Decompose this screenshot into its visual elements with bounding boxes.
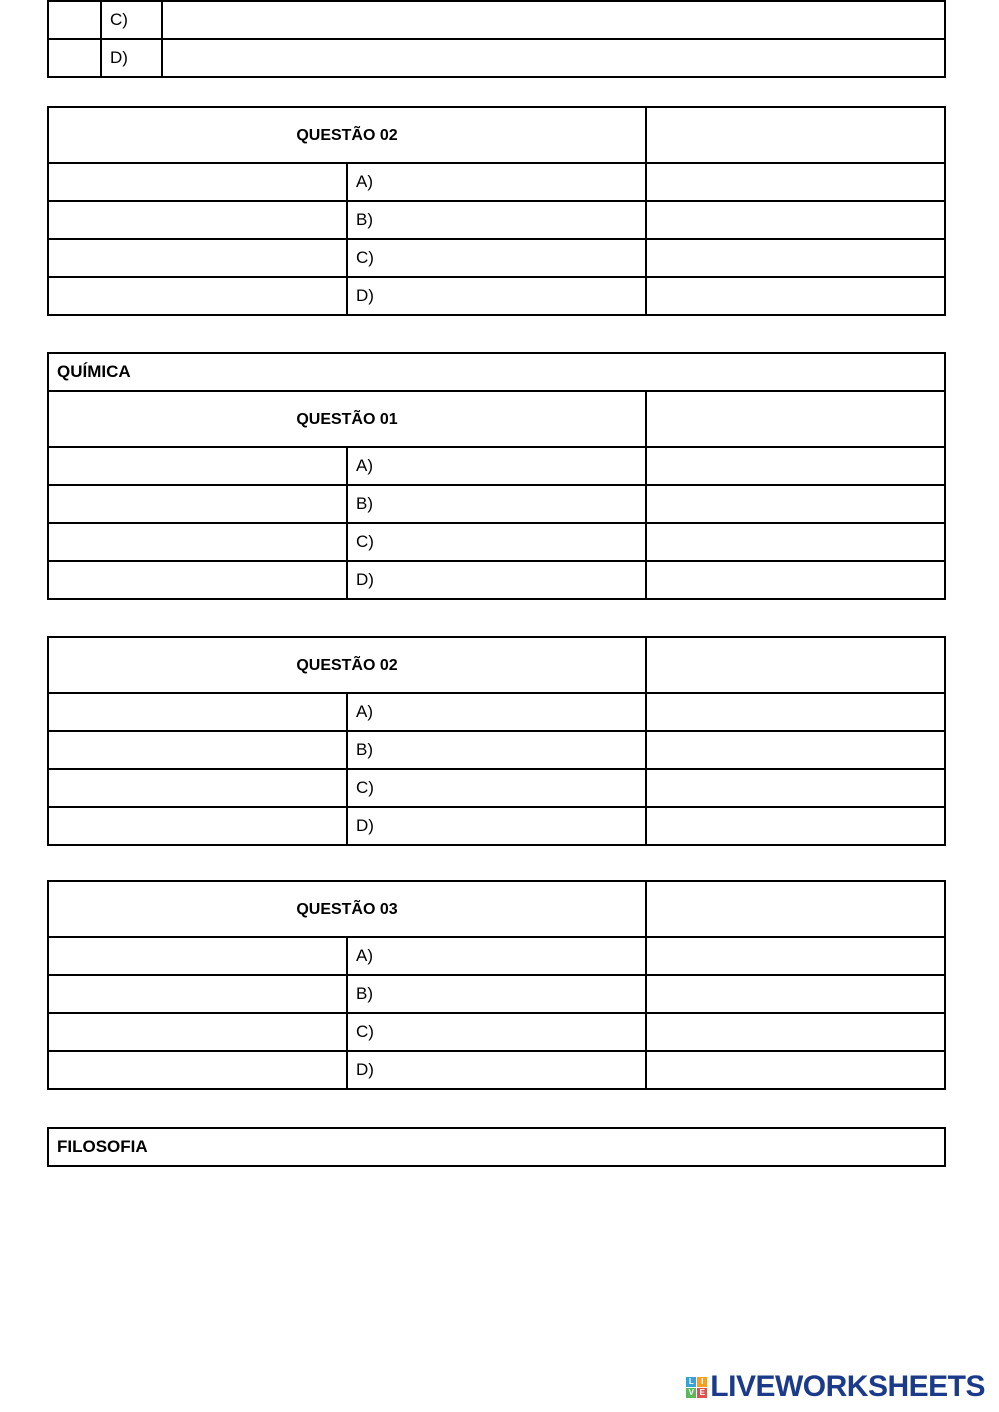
option-row [48,1013,945,1051]
answer-cell[interactable] [646,1051,945,1089]
blank-cell [48,693,347,731]
option-row [48,485,945,523]
answer-cell[interactable] [646,239,945,277]
blank-cell [48,937,347,975]
question-row [48,391,945,447]
answer-cell[interactable] [646,523,945,561]
option-label: C) [347,769,646,807]
question-label: QUESTÃO 01 [48,391,646,447]
option-row [48,561,945,599]
answer-table-continued [47,0,946,78]
option-label: C) [347,239,646,277]
option-label: D) [347,807,646,845]
answer-table-quimica-q02 [47,636,946,846]
blank-cell [48,1013,347,1051]
blank-cell [48,485,347,523]
answer-cell[interactable] [646,391,945,447]
answer-cell[interactable] [646,937,945,975]
blank-cell [48,1,101,39]
question-label: QUESTÃO 03 [48,881,646,937]
blank-cell [48,523,347,561]
logo-mark-cell: I [697,1377,707,1387]
option-row [48,277,945,315]
answer-cell[interactable] [646,561,945,599]
answer-cell[interactable] [646,107,945,163]
section-title-filosofia: FILOSOFIA [48,1128,945,1166]
answer-cell[interactable] [646,447,945,485]
blank-cell [48,1051,347,1089]
blank-cell [48,975,347,1013]
option-label: A) [347,937,646,975]
option-label: B) [347,975,646,1013]
option-label: C) [347,1013,646,1051]
blank-cell [48,447,347,485]
option-row [48,975,945,1013]
answer-cell[interactable] [646,485,945,523]
option-label: B) [347,201,646,239]
answer-table-quimica-q03 [47,880,946,1090]
option-label: C) [101,1,162,39]
answer-cell[interactable] [646,637,945,693]
answer-cell[interactable] [162,1,945,39]
option-label: D) [347,277,646,315]
question-row [48,881,945,937]
blank-cell [48,239,347,277]
option-label: D) [101,39,162,77]
question-row [48,107,945,163]
answer-table-quimica-q01 [47,352,946,600]
logo-mark-cell: E [697,1388,707,1398]
option-label: A) [347,447,646,485]
answer-cell[interactable] [646,201,945,239]
logo-text: LIVEWORKSHEETS [710,1370,985,1403]
liveworksheets-logo [686,1372,985,1402]
answer-cell[interactable] [646,881,945,937]
question-label: QUESTÃO 02 [48,637,646,693]
blank-cell [48,731,347,769]
option-label: D) [347,1051,646,1089]
answer-cell[interactable] [646,807,945,845]
answer-cell[interactable] [646,1013,945,1051]
option-label: B) [347,731,646,769]
answer-table-question-02 [47,106,946,316]
blank-cell [48,201,347,239]
option-row [48,769,945,807]
section-title-quimica: QUÍMICA [48,353,945,391]
option-row [48,1051,945,1089]
question-row [48,637,945,693]
answer-cell[interactable] [646,731,945,769]
option-row [48,239,945,277]
option-row [48,201,945,239]
option-row [48,523,945,561]
answer-cell[interactable] [646,975,945,1013]
logo-mark-cell: L [686,1377,696,1387]
option-label: A) [347,163,646,201]
answer-cell[interactable] [646,163,945,201]
question-label: QUESTÃO 02 [48,107,646,163]
option-row [48,693,945,731]
option-label: B) [347,485,646,523]
blank-cell [48,163,347,201]
option-label: C) [347,523,646,561]
answer-cell[interactable] [646,277,945,315]
option-row [48,163,945,201]
blank-cell [48,561,347,599]
option-row [48,1,945,39]
answer-cell[interactable] [646,769,945,807]
blank-cell [48,769,347,807]
blank-cell [48,39,101,77]
option-row [48,807,945,845]
logo-mark-icon [686,1377,707,1398]
option-row [48,731,945,769]
section-row [48,1128,945,1166]
option-row [48,39,945,77]
logo-mark-cell: V [686,1388,696,1398]
section-row [48,353,945,391]
section-table-filosofia [47,1127,946,1167]
blank-cell [48,277,347,315]
blank-cell [48,807,347,845]
option-row [48,937,945,975]
answer-cell[interactable] [646,693,945,731]
option-label: A) [347,693,646,731]
option-label: D) [347,561,646,599]
answer-cell[interactable] [162,39,945,77]
option-row [48,447,945,485]
